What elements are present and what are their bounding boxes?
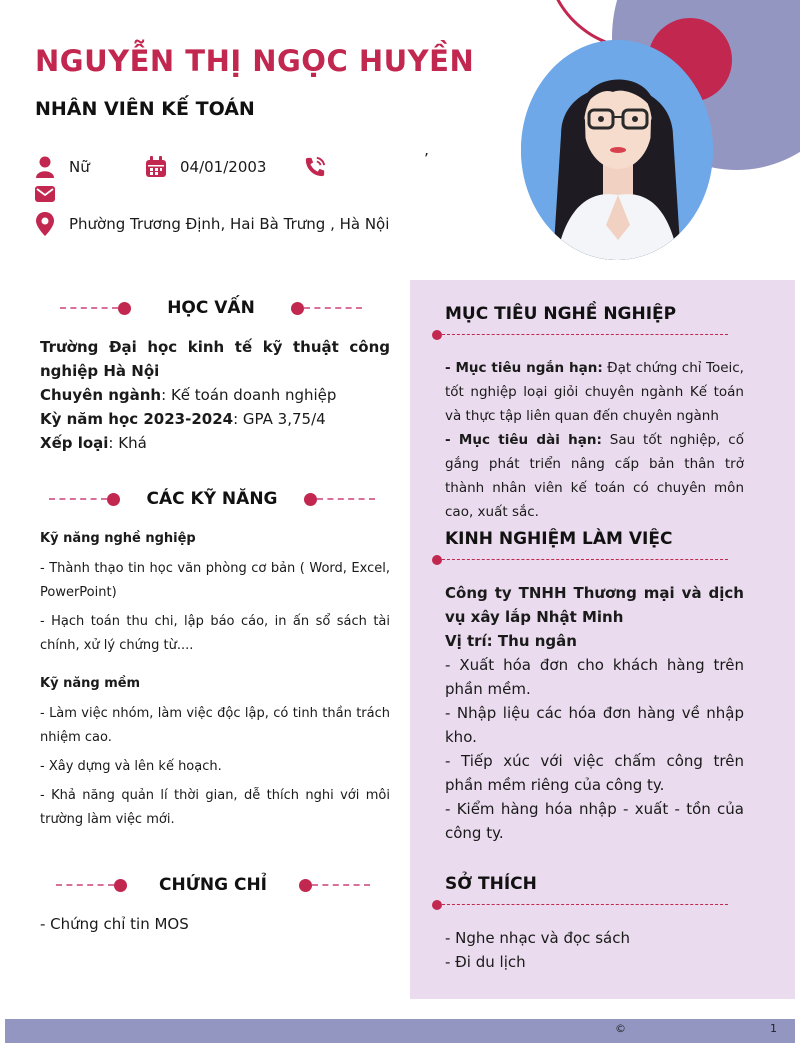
- rank-value: : Khá: [108, 434, 147, 452]
- term-value: : GPA 3,75/4: [233, 410, 326, 428]
- divider-dot: [299, 879, 312, 892]
- skill-item: - Xây dựng và lên kế hoạch.: [40, 759, 222, 774]
- portrait-illustration: [521, 40, 713, 260]
- phone-info: [304, 155, 339, 179]
- duty-item: - Kiểm hàng hóa nhập - xuất - tồn của công ty.: [445, 800, 744, 842]
- avatar: [521, 40, 713, 260]
- skill-item: - Làm việc nhóm, làm việc độc lập, có tinh thần trách nhiệm cao.: [40, 706, 390, 745]
- candidate-position: NHÂN VIÊN KẾ TOÁN: [35, 98, 255, 120]
- location-pin-icon: [34, 212, 56, 236]
- certificates-section: [40, 912, 390, 936]
- education-heading: HỌC VẤN: [167, 298, 255, 318]
- short-term-text: Đạt chứng chỉ Toeic, tốt nghiệp loại giỏi chuyên ngành Kế toán và thực tập liên quan đến chuyên ngành: [445, 360, 744, 424]
- education-section: [40, 335, 390, 455]
- gender-info: [34, 155, 90, 179]
- hobbies-section: [445, 926, 744, 974]
- term-label: Kỳ năm học 2023-2024: [40, 410, 234, 428]
- email-info: [34, 182, 69, 206]
- phone-icon: [304, 155, 326, 179]
- duty-item: - Tiếp xúc với việc chấm công trên phần mềm riêng của công ty.: [445, 752, 744, 794]
- divider-dot: [304, 493, 317, 506]
- skill-item: - Khả năng quản lí thời gian, dễ thích nghi với môi trường làm việc mới.: [40, 788, 390, 827]
- certificates-header: [56, 875, 370, 895]
- address-value: Phường Trương Định, Hai Bà Trưng , Hà Nội: [69, 215, 390, 233]
- job-role: Vị trí: Thu ngân: [445, 632, 577, 650]
- objective-divider: [432, 330, 728, 340]
- skills-section: [40, 527, 390, 837]
- term-line: [40, 407, 390, 431]
- long-term-text: Sau tốt nghiệp, cố gắng phát triển nâng cấp bản thân trở thành nhân viên kế toán có chuyên môn cao, xuất sắc.: [445, 432, 744, 520]
- hobbies-divider: [432, 900, 728, 910]
- hobbies-heading: SỞ THÍCH: [445, 874, 537, 894]
- short-term-label: - Mục tiêu ngắn hạn:: [445, 360, 603, 376]
- short-term-goal: [445, 356, 744, 428]
- skill-item: - Thành thạo tin học văn phòng cơ bản ( Word, Excel, PowerPoint): [40, 561, 390, 600]
- hobby-item: - Đi du lịch: [445, 953, 526, 971]
- birthdate-info: [145, 155, 266, 179]
- page-number: 1: [770, 1022, 777, 1035]
- footer-bar: [5, 1019, 795, 1043]
- school-name: Trường Đại học kinh tế kỹ thuật công nghiệp Hà Nội: [40, 338, 390, 380]
- education-header: [60, 298, 362, 318]
- gender-value: Nữ: [69, 158, 90, 176]
- major-label: Chuyên ngành: [40, 386, 162, 404]
- dashed-divider: [312, 884, 370, 886]
- dashed-divider: [317, 498, 375, 500]
- divider-dot: [291, 302, 304, 315]
- birthdate-value: 04/01/2003: [180, 158, 267, 176]
- phone-trailing-mark: ’: [424, 150, 429, 168]
- user-icon: [34, 155, 56, 179]
- certificates-heading: CHỨNG CHỈ: [158, 875, 268, 895]
- experience-section: [445, 581, 744, 845]
- long-term-label: - Mục tiêu dài hạn:: [445, 432, 602, 448]
- objective-section: [445, 356, 744, 524]
- divider-dot: [107, 493, 120, 506]
- dashed-divider: [49, 498, 107, 500]
- skill-item: - Hạch toán thu chi, lập báo cáo, in ấn sổ sách tài chính, xử lý chứng từ....: [40, 614, 390, 653]
- dashed-divider: [60, 307, 118, 309]
- objective-heading: MỤC TIÊU NGHỀ NGHIỆP: [445, 304, 677, 324]
- mail-icon: [34, 182, 56, 206]
- rank-line: [40, 431, 390, 455]
- skills-heading: CÁC KỸ NĂNG: [146, 489, 278, 509]
- duty-item: - Nhập liệu các hóa đơn hàng về nhập kho.: [445, 704, 744, 746]
- professional-skills-title: Kỹ năng nghề nghiệp: [40, 531, 196, 546]
- calendar-icon: [145, 155, 167, 179]
- copyright-mark: ©: [615, 1022, 626, 1035]
- long-term-goal: [445, 428, 744, 524]
- hobby-item: - Nghe nhạc và đọc sách: [445, 929, 630, 947]
- skills-header: [49, 489, 375, 509]
- major-line: [40, 383, 390, 407]
- experience-heading: KINH NGHIỆM LÀM VIỆC: [445, 529, 673, 549]
- duty-item: - Xuất hóa đơn cho khách hàng trên phần mềm.: [445, 656, 744, 698]
- address-info: [34, 212, 389, 236]
- dashed-divider: [56, 884, 114, 886]
- rank-label: Xếp loại: [40, 434, 109, 452]
- experience-divider: [432, 555, 728, 565]
- divider-dot: [114, 879, 127, 892]
- dashed-divider: [304, 307, 362, 309]
- divider-dot: [118, 302, 131, 315]
- certificate-item: - Chứng chỉ tin MOS: [40, 915, 189, 933]
- company-name: Công ty TNHH Thương mại và dịch vụ xây lắp Nhật Minh: [445, 584, 744, 626]
- major-value: : Kế toán doanh nghiệp: [161, 386, 337, 404]
- soft-skills-title: Kỹ năng mềm: [40, 676, 141, 691]
- candidate-name: NGUYỄN THỊ NGỌC HUYỀN: [35, 44, 475, 78]
